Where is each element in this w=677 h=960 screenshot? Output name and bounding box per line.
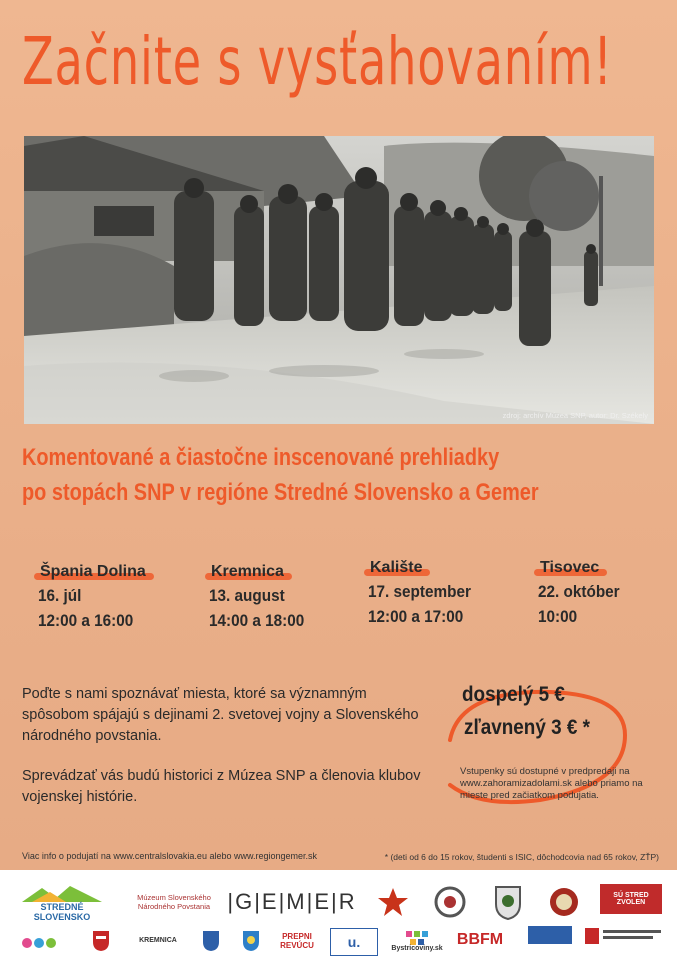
mountains-icon [22, 886, 102, 902]
logo-crest [490, 882, 526, 922]
logo-star-emblem [375, 884, 411, 920]
stop-time: 10:00 [538, 607, 578, 626]
badge-icon [548, 886, 580, 918]
photo-credit: zdroj: archív Múzea SNP, autor: Dr. Székely [502, 411, 648, 420]
logo-gemer: |G|E|M|E|R [227, 889, 357, 914]
logo-badge-2 [546, 884, 582, 920]
subtitle-line-2: po stopách SNP v regióne Stredné Slovensko a Gemer [22, 479, 539, 506]
logo-kremnica: KREMNICA [139, 936, 177, 944]
star-icon [377, 886, 409, 918]
logo-prepni-revucu: PREPNI REVÚCU [280, 932, 314, 950]
logo-label: Bystricoviny.sk [391, 944, 443, 952]
stop-kremnica [209, 561, 315, 633]
stop-time: 12:00 a 16:00 [38, 611, 134, 630]
stop-date: 22. október [538, 582, 620, 601]
stop-time: 12:00 a 17:00 [368, 607, 464, 626]
crest-icon [242, 930, 260, 952]
logo-crest-2 [200, 928, 222, 954]
crest-icon [202, 930, 220, 952]
headline: Začnite s vysťahovaním! [22, 23, 613, 100]
stop-place: Kremnica [209, 561, 286, 583]
subtitle-line-1: Komentované a čiastočne inscenované prehliadky [22, 444, 500, 471]
stop-date: 17. september [368, 582, 471, 601]
historic-photo [24, 136, 654, 424]
logo-stredne-slovensko [14, 884, 110, 924]
partner-logos [0, 870, 677, 960]
u-letter-icon: u. [347, 934, 361, 950]
logo-badge-1 [432, 884, 468, 920]
price-reduced: zľavnený 3 € * [464, 716, 590, 739]
intro-text: Poďte s nami spoznávať miesta, ktoré sa významným spôsobom spájajú s dejinami 2. svetovej vojny a Slovenského národného povstania. [22, 686, 419, 744]
footer-note: * (deti od 6 do 15 rokov, študenti s ISIC, dôchodcovia nad 65 rokov, ZŤP) [384, 852, 659, 862]
crest-icon [493, 884, 523, 920]
logo-bystricoviny [392, 926, 442, 956]
logo-bystrica-crest [90, 928, 112, 954]
logo-government [528, 926, 572, 944]
crest-icon [92, 930, 110, 952]
logo-crest-3 [240, 928, 262, 954]
logo-university [330, 928, 378, 956]
logo-bbfm: BBFM [456, 931, 504, 948]
stop-place: Tisovec [538, 557, 601, 579]
badge-icon [434, 886, 466, 918]
logo-ministry [584, 924, 662, 948]
logo-zvolen: SÚ STRED ZVOLEN [600, 884, 662, 914]
stop-place: Kalište [368, 557, 424, 579]
tour-stops [0, 555, 677, 645]
soldiers-march-image [24, 136, 654, 424]
stop-spania-dolina [38, 561, 148, 633]
stop-tisovec [538, 557, 629, 629]
stop-date: 16. júl [38, 586, 82, 605]
logo-muzeum-snp [134, 880, 214, 924]
price-adult: dospelý 5 € [462, 683, 565, 706]
logo-label: STREDNÉ SLOVENSKO [33, 902, 91, 922]
stop-place: Špania Dolina [38, 561, 148, 583]
blocks-icon [406, 931, 428, 945]
subtitle [22, 440, 553, 510]
logo-label: Múzeum Slovenského Národného Povstania [137, 893, 211, 911]
ministry-emblem-icon [585, 926, 661, 946]
footer-info: Viac info o podujatí na www.centralslovakia.eu alebo www.regiongemer.sk [22, 851, 318, 861]
logo-small-1 [16, 932, 66, 954]
stop-kaliste [368, 557, 482, 629]
dots-icon [21, 935, 61, 951]
guides-text: Sprevádzať vás budú historici z Múzea SNP a členovia klubov vojenskej histórie. [22, 768, 421, 805]
stop-time: 14:00 a 18:00 [209, 611, 305, 630]
ticket-note: Vstupenky sú dostupné v predpredaji na www.zahoramizadolami.sk alebo priamo na mieste pred začiatkom podujatia. [460, 766, 643, 801]
stop-date: 13. august [209, 586, 285, 605]
price-box [440, 678, 650, 744]
